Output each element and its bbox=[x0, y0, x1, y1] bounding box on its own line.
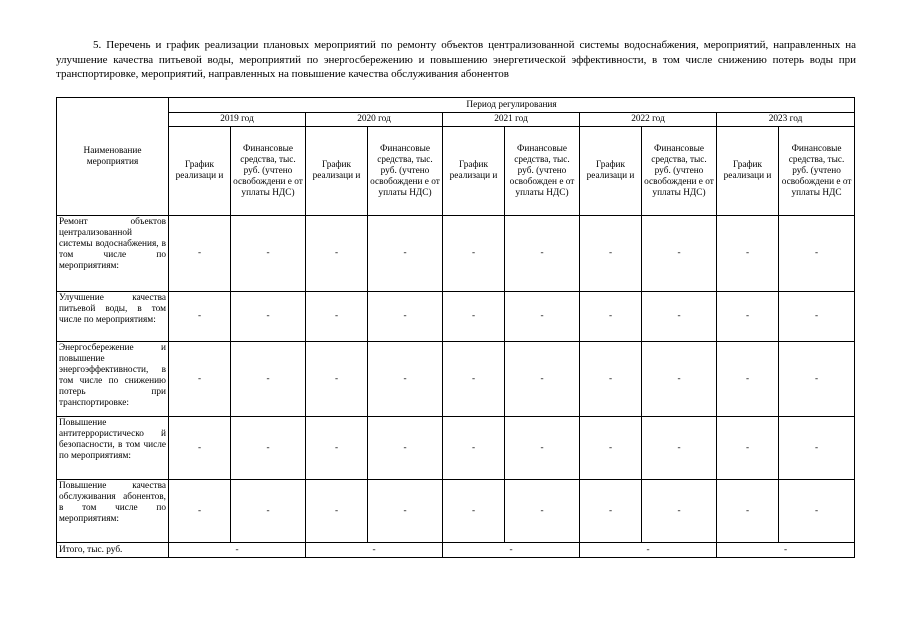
table-cell: - bbox=[368, 292, 443, 342]
table-cell: - bbox=[717, 417, 779, 480]
table-cell: - bbox=[642, 292, 717, 342]
table-cell: - bbox=[368, 342, 443, 417]
table-cell: - bbox=[231, 417, 306, 480]
schedule-header: График реализаци и bbox=[443, 127, 505, 216]
activity-name: Повышение качества обслуживания абонентов, в том числе по мероприятиям: bbox=[57, 480, 169, 543]
table-cell: - bbox=[231, 342, 306, 417]
table-cell: - bbox=[580, 480, 642, 543]
total-value: - bbox=[443, 543, 580, 558]
table-row bbox=[57, 292, 855, 342]
table-cell: - bbox=[642, 342, 717, 417]
table-cell: - bbox=[717, 292, 779, 342]
table-cell: - bbox=[306, 480, 368, 543]
table-cell: - bbox=[368, 480, 443, 543]
year-header: 2019 год bbox=[169, 113, 306, 127]
name-column-header: Наименование мероприятия bbox=[57, 98, 169, 216]
activity-name: Энергосбережение и повышение энергоэффективности, в том числе по снижению потерь при транспортировке: bbox=[57, 342, 169, 417]
table-cell: - bbox=[443, 417, 505, 480]
table-cell: - bbox=[642, 480, 717, 543]
table-cell: - bbox=[368, 417, 443, 480]
schedule-header: График реализаци и bbox=[306, 127, 368, 216]
section-heading: 5. Перечень и график реализации плановых мероприятий по ремонту объектов централизованной системы водоснабжения, мероприятий, направленных на улучшение качества питьевой воды, мероприятий по энергосбережению и повышению энергетической эффективности, в том числе снижению потерь воды при транспортировке, мероприятий, направленных на повышение качества обслуживания абонентов bbox=[56, 39, 856, 80]
table-cell: - bbox=[717, 342, 779, 417]
table-row bbox=[57, 480, 855, 543]
table-cell: - bbox=[642, 417, 717, 480]
year-header: 2021 год bbox=[443, 113, 580, 127]
table-row bbox=[57, 417, 855, 480]
table-cell: - bbox=[169, 342, 231, 417]
table-cell: - bbox=[443, 342, 505, 417]
table-cell: - bbox=[443, 216, 505, 292]
activity-name: Ремонт объектов централизованной системы водоснабжения, в том числе по мероприятиям: bbox=[57, 216, 169, 292]
table-cell: - bbox=[717, 480, 779, 543]
table-cell: - bbox=[306, 342, 368, 417]
table-cell: - bbox=[306, 417, 368, 480]
schedule-header: График реализаци и bbox=[717, 127, 779, 216]
table-cell: - bbox=[306, 292, 368, 342]
activity-name: Улучшение качества питьевой воды, в том числе по мероприятиям: bbox=[57, 292, 169, 342]
table-cell: - bbox=[169, 292, 231, 342]
finance-header: Финансовые средства, тыс. руб. (учтено освобождени е от уплаты НДС) bbox=[642, 127, 717, 216]
table-cell: - bbox=[642, 216, 717, 292]
finance-header: Финансовые средства, тыс. руб. (учтено освобождени е от уплаты НДС) bbox=[368, 127, 443, 216]
table-cell: - bbox=[231, 480, 306, 543]
year-header: 2020 год bbox=[306, 113, 443, 127]
year-header: 2023 год bbox=[717, 113, 855, 127]
period-header: Период регулирования bbox=[169, 98, 855, 113]
table-cell: - bbox=[169, 417, 231, 480]
finance-header: Финансовые средства, тыс. руб. (учтено освобождени е от уплаты НДС) bbox=[231, 127, 306, 216]
total-value: - bbox=[306, 543, 443, 558]
table-row bbox=[57, 216, 855, 292]
table-cell: - bbox=[231, 216, 306, 292]
table-cell: - bbox=[169, 216, 231, 292]
table-cell: - bbox=[443, 480, 505, 543]
total-row bbox=[57, 543, 855, 558]
year-header: 2022 год bbox=[580, 113, 717, 127]
table-cell: - bbox=[779, 417, 855, 480]
finance-header: Финансовые средства, тыс. руб. (учтено освобождени е от уплаты НДС bbox=[779, 127, 855, 216]
table-cell: - bbox=[779, 216, 855, 292]
table-cell: - bbox=[306, 216, 368, 292]
activity-name: Повышение антитеррористическо й безопасности, в том числе по мероприятиям: bbox=[57, 417, 169, 480]
schedule-header: График реализаци и bbox=[169, 127, 231, 216]
table-cell: - bbox=[779, 480, 855, 543]
table-cell: - bbox=[580, 342, 642, 417]
finance-header: Финансовые средства, тыс. руб. (учтено освобожден е от уплаты НДС) bbox=[505, 127, 580, 216]
table-cell: - bbox=[368, 216, 443, 292]
table-cell: - bbox=[505, 480, 580, 543]
table-cell: - bbox=[580, 417, 642, 480]
table-cell: - bbox=[580, 292, 642, 342]
table-row bbox=[57, 342, 855, 417]
table-cell: - bbox=[580, 216, 642, 292]
table-cell: - bbox=[505, 216, 580, 292]
table-cell: - bbox=[231, 292, 306, 342]
plan-table bbox=[56, 97, 855, 558]
total-value: - bbox=[169, 543, 306, 558]
schedule-header: График реализаци и bbox=[580, 127, 642, 216]
table-cell: - bbox=[717, 216, 779, 292]
total-label: Итого, тыс. руб. bbox=[57, 543, 169, 558]
table-cell: - bbox=[505, 292, 580, 342]
table-cell: - bbox=[779, 342, 855, 417]
table-cell: - bbox=[443, 292, 505, 342]
table-cell: - bbox=[169, 480, 231, 543]
table-cell: - bbox=[505, 342, 580, 417]
total-value: - bbox=[717, 543, 855, 558]
total-value: - bbox=[580, 543, 717, 558]
table-cell: - bbox=[779, 292, 855, 342]
table-cell: - bbox=[505, 417, 580, 480]
